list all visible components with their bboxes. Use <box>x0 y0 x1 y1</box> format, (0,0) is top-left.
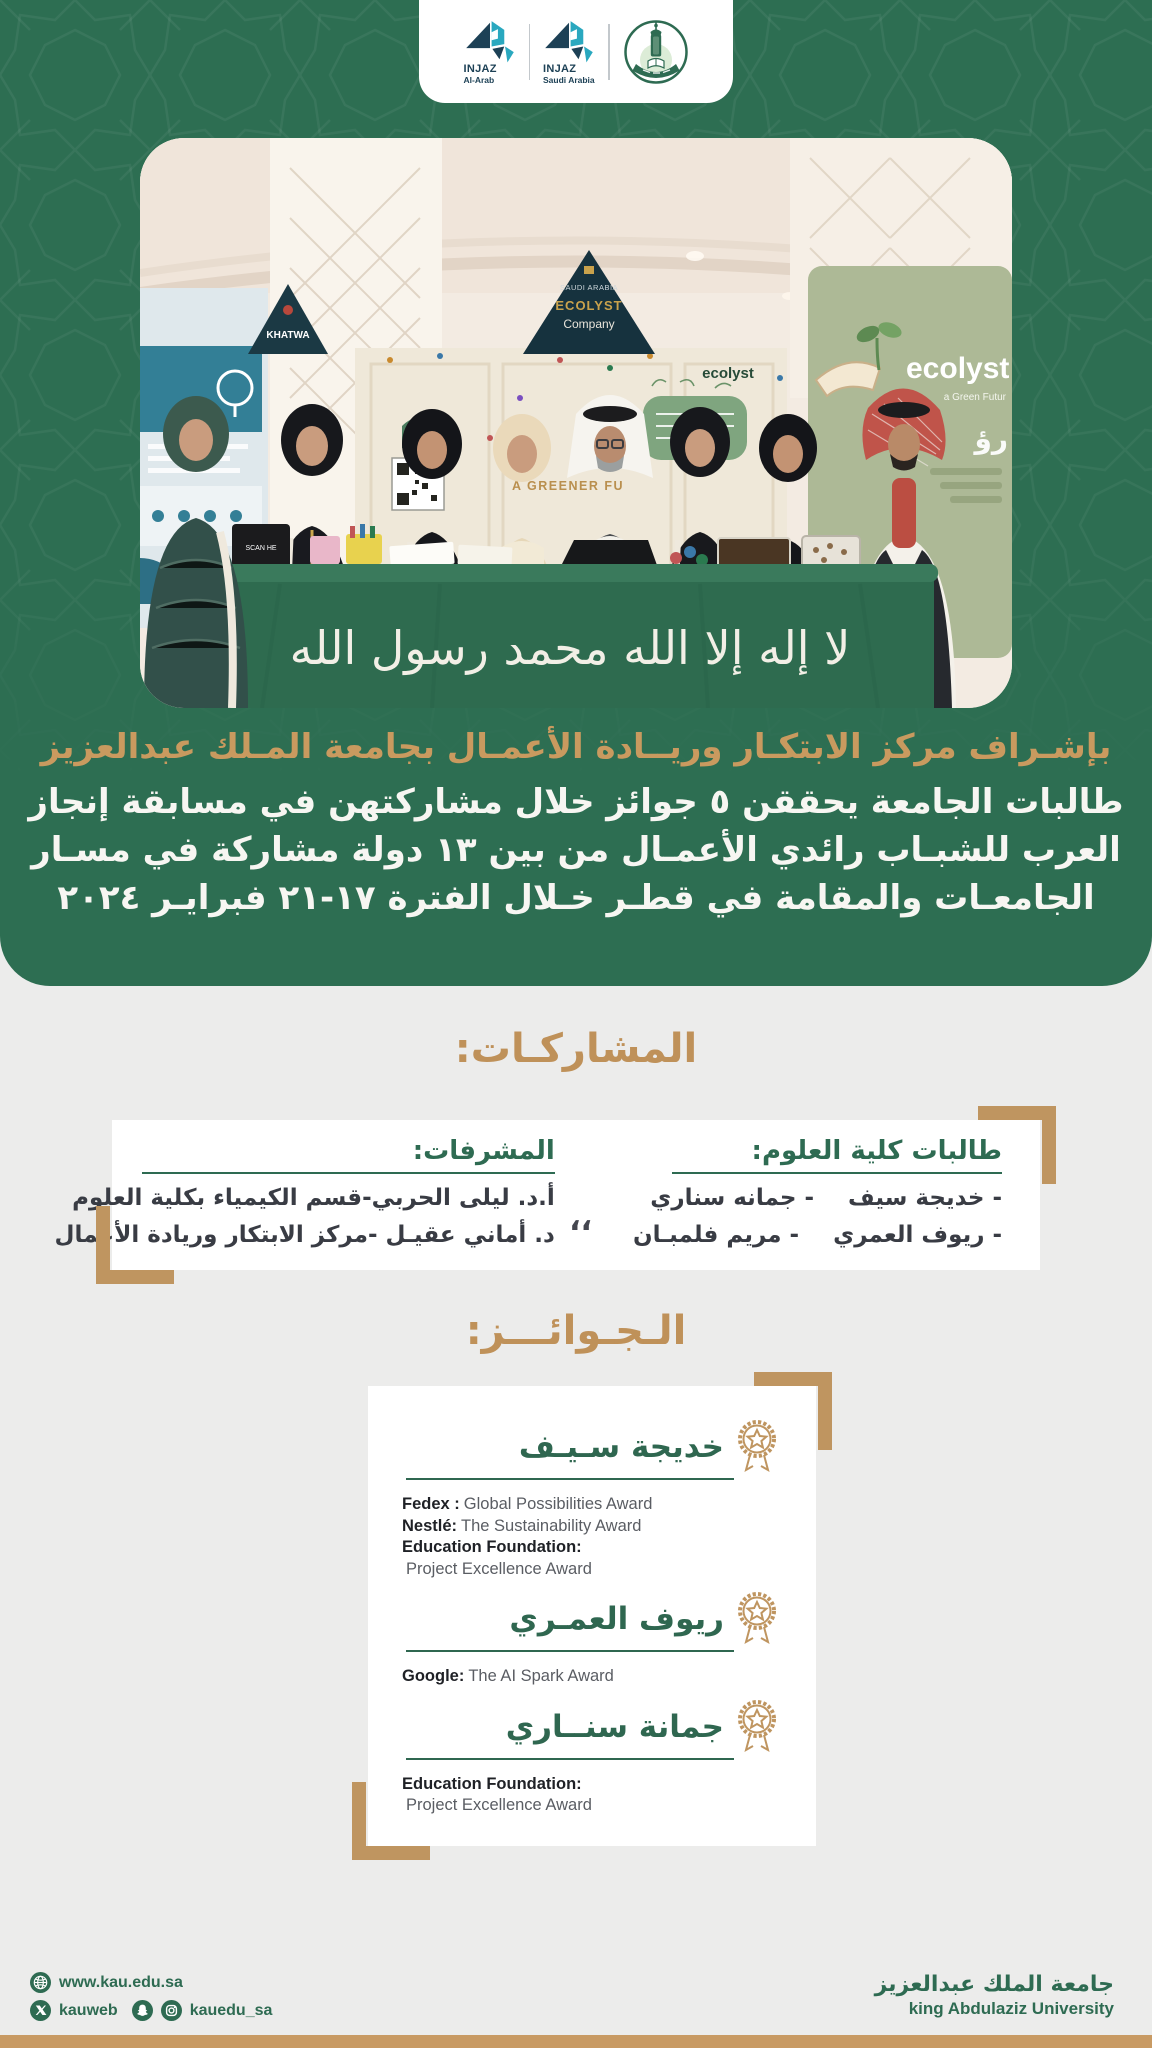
instagram-handle[interactable]: kauedu_sa <box>189 2001 273 2019</box>
award-underline <box>406 1478 734 1480</box>
injaz-alarab-name: INJAZ <box>463 63 497 75</box>
injaz-saudi-name: INJAZ <box>543 63 577 75</box>
award-line: Project Excellence Award <box>406 1796 592 1814</box>
participations-heading: المشاركـات: <box>454 1026 698 1072</box>
injaz-alarab-region: Al-Arab <box>463 75 495 85</box>
hero-section <box>0 0 1152 986</box>
medal-rosette-icon <box>732 1698 782 1756</box>
instagram-icon[interactable] <box>161 2000 182 2021</box>
awardee-name: ريوف العمـري <box>509 1601 724 1637</box>
participations-card <box>54 1120 1040 1270</box>
table-flag-calligraphy: لا إله إلا الله محمد رسول الله <box>289 621 851 675</box>
university-name-english: king Abdulaziz University <box>908 1999 1114 2018</box>
student-name: - جمانه سناري <box>650 1185 815 1211</box>
kau-logo <box>623 19 689 85</box>
hero-gold-title: بإشـراف مركز الابتكـار وريــادة الأعمـال بجامعة المـلك عبدالعزيز <box>40 727 1112 767</box>
gold-corner-top-right <box>978 1106 1056 1184</box>
awardee-3 <box>402 1698 782 1756</box>
gold-corner-top-right <box>754 1372 832 1450</box>
header-logos-card <box>419 0 733 103</box>
backdrop-brand: ecolyst <box>702 365 754 382</box>
globe-icon <box>30 1972 51 1993</box>
svg-text:رؤ: رؤ <box>974 422 1008 455</box>
injaz-saudi-region: Saudi Arabia <box>543 75 595 85</box>
x-twitter-icon[interactable] <box>30 2000 51 2021</box>
scan-here-label: SCAN HE <box>245 545 277 552</box>
injaz-alarab-logo <box>464 18 516 85</box>
student-name: - خديجة سيف <box>848 1185 1002 1211</box>
award-underline <box>406 1650 734 1652</box>
bottom-gold-bar <box>0 2035 1152 2048</box>
injaz-mark-icon <box>464 18 516 64</box>
award-line: Fedex : Global Possibilities Award <box>402 1495 653 1513</box>
supervisors-heading: المشرفات: <box>412 1136 555 1166</box>
khatwa-sign-label: KHATWA <box>266 330 310 341</box>
hero-line-1: طالبات الجامعة يحققن ٥ جوائز خلال مشاركتهن في مسابقة إنجاز <box>28 782 1124 822</box>
award-line: Project Excellence Award <box>406 1559 592 1578</box>
injaz-saudi-logo <box>543 18 595 85</box>
supervisors-column <box>54 1134 555 1253</box>
students-row-1 <box>606 1181 1002 1216</box>
hero-line-3: الجامعـات والمقامة في قطـر خـلال الفترة ١٧-٢١ فبرايـر ٢٠٢٤ <box>57 878 1095 918</box>
awards-card <box>368 1386 816 1846</box>
ecolyst-sign-brand: ECOLYST <box>555 298 623 313</box>
students-column <box>606 1134 1002 1253</box>
student-name: - مريم فلمبـان <box>632 1222 800 1248</box>
event-photo <box>140 138 1012 708</box>
award-line: Nestlé: The Sustainability Award <box>402 1516 642 1535</box>
footer-website-row <box>30 1972 183 1993</box>
quote-mark: ،، <box>569 1203 593 1238</box>
twitter-handle[interactable]: kauweb <box>59 2001 118 2019</box>
gold-corner-bottom-left <box>96 1206 174 1284</box>
university-name-arabic: جامعة الملك عبدالعزيز <box>874 1972 1114 1997</box>
injaz-mark-icon <box>543 18 595 64</box>
backdrop-tagline: A GREENER FU <box>512 479 624 493</box>
banner-brand: ecolyst <box>906 352 1010 385</box>
logo-divider <box>529 24 531 80</box>
snapchat-icon[interactable] <box>132 2000 153 2021</box>
award-line: Google: The AI Spark Award <box>402 1667 614 1685</box>
students-row-2 <box>606 1218 1002 1253</box>
website-link[interactable]: www.kau.edu.sa <box>59 1973 183 1991</box>
awardee-1-awards <box>402 1494 782 1580</box>
awardee-name: خديجة سـيـف <box>518 1429 724 1465</box>
gold-corner-bottom-left <box>352 1782 430 1860</box>
ecolyst-sign-sub: Company <box>563 317 615 331</box>
awardee-2 <box>402 1590 782 1648</box>
medal-rosette-icon <box>732 1590 782 1648</box>
supervisor-name: د. أماني عقيـل -مركز الابتكار وريادة الأعمال <box>54 1222 555 1248</box>
banner-tagline: a Green Futur <box>943 392 1006 403</box>
awardee-name: جمانة سنــاري <box>505 1708 724 1745</box>
awardee-2-awards <box>402 1666 782 1688</box>
awardee-1 <box>402 1418 782 1476</box>
hero-body-text <box>0 778 1152 922</box>
footer-university-block <box>875 1972 1114 2020</box>
hero-text-block <box>0 724 1152 922</box>
student-name: - ريوف العمري <box>833 1222 1002 1248</box>
logo-divider <box>608 24 610 80</box>
event-photo-illustration <box>140 138 1012 708</box>
award-line: Education Foundation: <box>402 1774 582 1793</box>
awardee-3-awards <box>402 1774 782 1817</box>
award-line: Education Foundation: <box>402 1538 582 1556</box>
awards-heading: الـجـوائـــز: <box>465 1308 687 1354</box>
supervisor-name: أ.د. ليلى الحربي-قسم الكيمياء بكلية العلوم <box>72 1185 555 1211</box>
footer-social-row <box>30 2000 272 2021</box>
students-heading: طالبات كلية العلوم: <box>751 1136 1002 1166</box>
supervisors-underline <box>142 1172 555 1174</box>
hero-line-2: العرب للشبـاب رائدي الأعمـال من بين ١٣ دولة مشاركة في مسـار <box>31 830 1121 870</box>
award-underline <box>406 1758 734 1760</box>
students-underline <box>672 1172 1002 1174</box>
ecolyst-sign-country: SAUDI ARABIA <box>559 283 619 292</box>
